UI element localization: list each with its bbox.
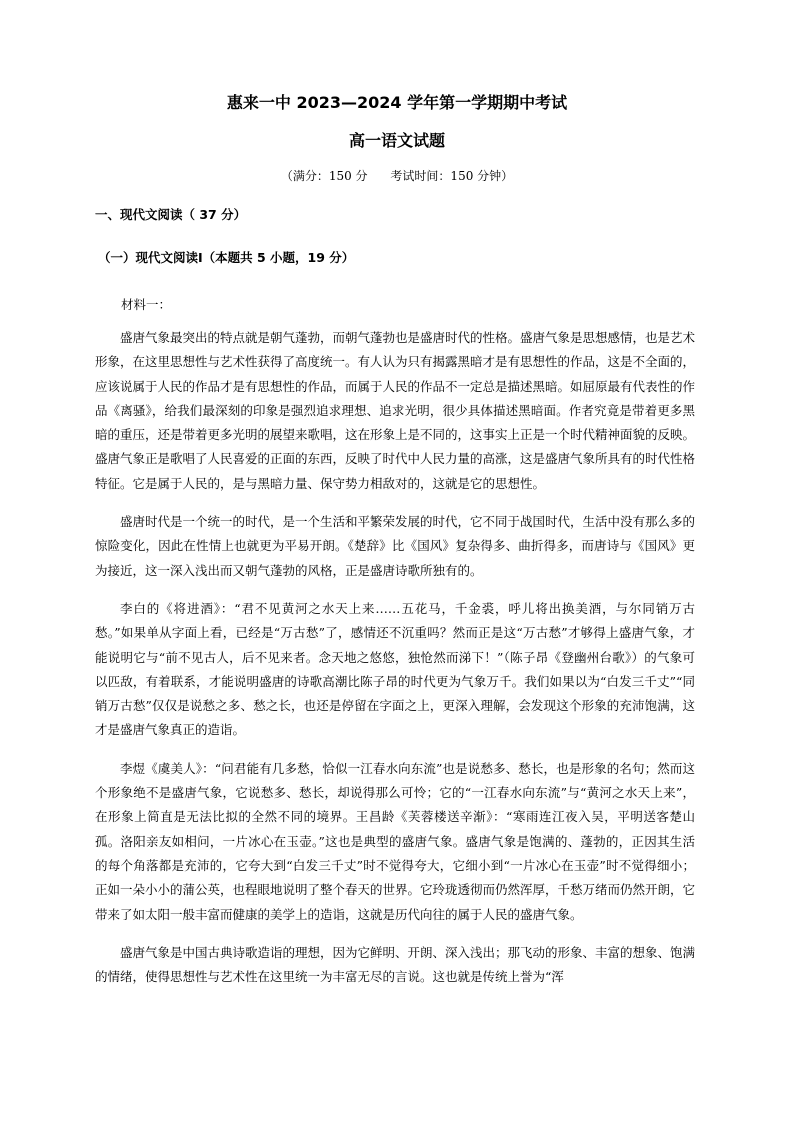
exam-subtitle: 高一语文试题 [348,131,445,150]
material-label: 材料一： [121,297,172,312]
passage-paragraph-4: 李煜《虞美人》：“问君能有几多愁，恰似一江春水向东流”也是说愁多、愁长，也是形象的名句；然而这个形象绝不是盛唐气象，它说愁多、愁长，却说得那么可怜；它的“一江春水向东流”与“黄河之水天上来”，在形象上简直是无法比拟的全然不同的境界。王昌龄《芙蓉楼送辛渐》：“寒雨连江夜入吴，平明送客楚山孤。洛阳亲友如相问，一片冰心在玉壶。”这也是典型的盛唐气象。盛唐气象是饱满的、蓬勃的，正因其生活的每个角落都是充沛的，它夸大到“白发三千丈”时不觉得夸大，它细小到“一片冰心在玉壶”时不觉得细小；正如一朵小小的蒲公英，也程眼地说明了整个春天的世界。它玲珑透彻而仍然浑厚，千愁万绪而仍然开朗，它带来了如太阳一般丰富而健康的美学上的造诣，这就是历代向往的属于人民的盛唐气象。 [95,760,696,922]
exam-info: （满分：150 分 考试时间：150 分钟） [280,169,514,183]
passage-paragraph-1: 盛唐气象最突出的特点就是朝气蓬勃，而朝气蓬勃也是盛唐时代的性格。盛唐气象是思想感情，也是艺术形象，在这里思想性与艺术性获得了高度统一。有人认为只有揭露黑暗才是有思想性的作品，这是不全面的，应该说属于人民的作品才是有思想性的作品，而属于人民的作品不一定总是描述黑暗。如屈原最有代表性的作品《离骚》，给我们最深刻的印象是强烈追求理想、追求光明，很少具体描述黑暗面。作者究竟是带着更多黑暗的重压，还是带着更多光明的展望来歌唱，这在形象上是不同的，这事实上正是一个时代精神面貌的反映。盛唐气象正是歌唱了人民喜爱的正面的东西，反映了时代中人民力量的高涨，这是盛唐气象所具有的时代性格特征。它是属于人民的，是与黑暗力量、保守势力相敌对的，这就是它的思想性。 [95,330,696,491]
section-heading: 一、现代文阅读（ 37 分） [95,207,247,222]
passage-paragraph-2: 盛唐时代是一个统一的时代，是一个生活和平繁荣发展的时代，它不同于战国时代，生活中没有那么多的惊险变化，因此在性情上也就更为平易开朗。《楚辞》比《国风》复杂得多、曲折得多，而唐诗与《国风》更为接近，这一深入浅出而又朝气蓬勃的风格，正是盛唐诗歌所独有的。 [95,514,696,578]
passage-paragraph-5: 盛唐气象是中国古典诗歌造诣的理想，因为它鲜明、开朗、深入浅出；那飞动的形象、丰富的想象、饱满的情绪，使得思想性与艺术性在这里统一为丰富无尽的言说。这也就是传统上誉为“浑 [95,944,696,985]
passage-body [95,326,695,1003]
exam-title: 惠来一中 2023—2024 学年第一学期期中考试 [226,93,568,112]
passage-paragraph-3: 李白的《将进酒》：“君不见黄河之水天上来……五花马，千金裘，呼儿将出换美酒，与尔同销万古愁。”如果单从字面上看，已经是“万古愁”了，感情还不沉重吗？然而正是这“万古愁”才够得上盛唐气象，才能说明它与“前不见古人，后不见来者。念天地之悠悠，独怆然而涕下！”（陈子昂《登幽州台歌》）的气象可以匹敌，有着联系，才能说明盛唐的诗歌高潮比陈子昂的时代更为气象万千。我们如果以为“白发三千丈”“同销万古愁”仅仅是说愁之多、愁之长，也还是停留在字面之上，更深入理解，会发现这个形象的充沛饱满，这才是盛唐气象真正的造诣。 [95,600,695,738]
subsection-heading: （一）现代文阅读Ⅰ（本题共 5 小题，19 分） [98,250,355,265]
